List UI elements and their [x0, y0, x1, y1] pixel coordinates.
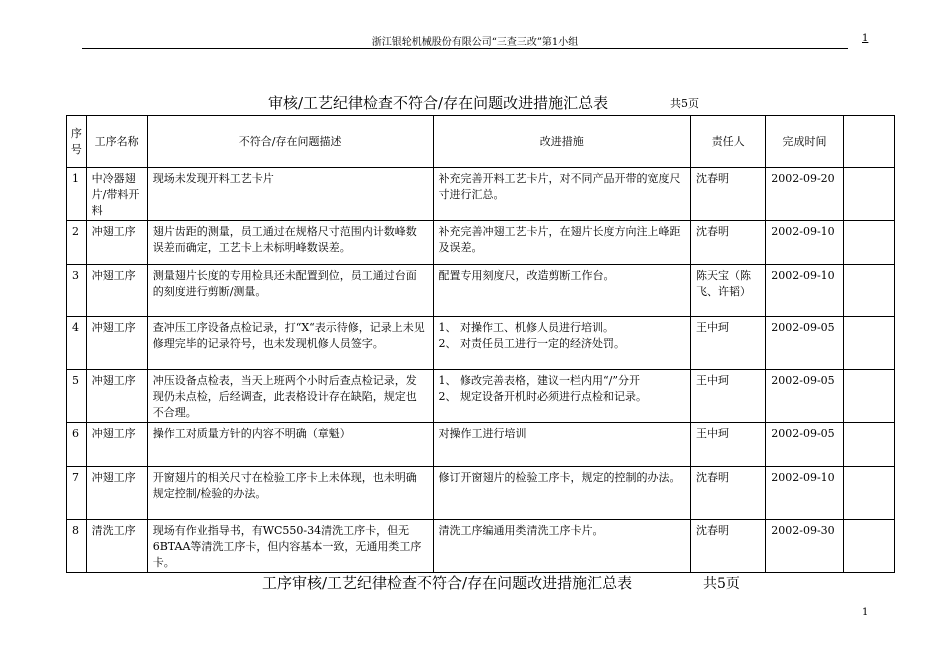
table-row: [67, 423, 895, 467]
header-no: 序号: [67, 116, 87, 168]
page-title: 审核/工艺纪律检查不符合/存在问题改进措施汇总表: [268, 94, 609, 112]
cell-date: 2002-09-05: [766, 317, 843, 370]
cell-extra: [843, 221, 894, 265]
cell-extra: [843, 265, 894, 317]
cell-date: 2002-09-10: [766, 221, 843, 265]
cell-process: 冲翅工序: [86, 467, 147, 520]
cell-problem: 翅片齿距的测量，员工通过在规格尺寸范围内计数峰数误差而确定，工艺卡上未标明峰数误差。: [147, 221, 433, 265]
cell-problem: 开窗翅片的相关尺寸在检验工序卡上未体现，也未明确规定控制/检验的办法。: [147, 467, 433, 520]
cell-process: 中冷器翅片/带料开料: [86, 168, 147, 221]
cell-measure: 清洗工序编通用类清洗工序卡片。: [433, 520, 690, 573]
cell-responsible: 沈春明: [690, 221, 765, 265]
footer-page-number: 1: [862, 607, 869, 618]
cell-measure: 对操作工进行培训: [433, 423, 690, 467]
cell-no: 6: [67, 423, 87, 467]
header-measure: 改进措施: [433, 116, 690, 168]
cell-extra: [843, 317, 894, 370]
footer-title: 工序审核/工艺纪律检查不符合/存在问题改进措施汇总表: [262, 574, 633, 592]
table-row: [67, 265, 895, 317]
cell-extra: [843, 467, 894, 520]
header-date: 完成时间: [766, 116, 843, 168]
table-header-row: [67, 116, 895, 168]
cell-extra: [843, 168, 894, 221]
cell-process: 冲翅工序: [86, 265, 147, 317]
cell-no: 7: [67, 467, 87, 520]
footer-page-count: 共5页: [703, 576, 740, 592]
cell-measure: 配置专用刻度尺，改造剪断工作台。: [433, 265, 690, 317]
cell-date: 2002-09-10: [766, 467, 843, 520]
header-problem: 不符合/存在问题描述: [147, 116, 433, 168]
table-row: [67, 370, 895, 423]
cell-extra: [843, 423, 894, 467]
summary-table: [66, 115, 895, 573]
cell-measure: 1、 修改完善表格，建议一栏内用“/”分开 2、 规定设备开机时必须进行点检和记录。: [433, 370, 690, 423]
header-extra: [843, 116, 894, 168]
header-responsible: 责任人: [690, 116, 765, 168]
cell-measure: 补充完善开料工艺卡片，对不同产品开带的宽度尺寸进行汇总。: [433, 168, 690, 221]
cell-process: 清洗工序: [86, 520, 147, 573]
cell-no: 2: [67, 221, 87, 265]
cell-process: 冲翅工序: [86, 317, 147, 370]
page-count: 共5页: [670, 97, 699, 110]
table-row: [67, 221, 895, 265]
cell-responsible: 沈春明: [690, 168, 765, 221]
cell-responsible: 沈春明: [690, 520, 765, 573]
cell-problem: 操作工对质量方针的内容不明确（章魁）: [147, 423, 433, 467]
cell-problem: 测量翅片长度的专用检具还未配置到位，员工通过台面的刻度进行剪断/测量。: [147, 265, 433, 317]
table-row: [67, 520, 895, 573]
cell-problem: 查冲压工序设备点检记录，打“X“表示待修，记录上未见修理完毕的记录符号，也未发现机修人员签字。: [147, 317, 433, 370]
cell-no: 4: [67, 317, 87, 370]
cell-date: 2002-09-05: [766, 423, 843, 467]
cell-measure: 修订开窗翅片的检验工序卡，规定的控制的办法。: [433, 467, 690, 520]
header-divider: [82, 48, 848, 49]
table-row: [67, 317, 895, 370]
cell-extra: [843, 520, 894, 573]
table-row: [67, 467, 895, 520]
table-row: [67, 168, 895, 221]
cell-responsible: 王中珂: [690, 423, 765, 467]
cell-responsible: 王中珂: [690, 370, 765, 423]
cell-date: 2002-09-30: [766, 520, 843, 573]
cell-date: 2002-09-20: [766, 168, 843, 221]
cell-problem: 现场未发现开料工艺卡片: [147, 168, 433, 221]
cell-no: 3: [67, 265, 87, 317]
header-page-number: 1: [862, 33, 869, 44]
cell-no: 8: [67, 520, 87, 573]
cell-process: 冲翅工序: [86, 370, 147, 423]
cell-date: 2002-09-05: [766, 370, 843, 423]
header-company: 浙江银轮机械股份有限公司“三查三改”第1小组: [371, 37, 579, 48]
cell-extra: [843, 370, 894, 423]
cell-problem: 冲压设备点检表，当天上班两个小时后查点检记录，发现仍未点检，后经调查，此表格设计存在缺陷，规定也不合理。: [147, 370, 433, 423]
cell-no: 5: [67, 370, 87, 423]
cell-responsible: 陈天宝（陈飞、许韬）: [690, 265, 765, 317]
cell-process: 冲翅工序: [86, 423, 147, 467]
cell-date: 2002-09-10: [766, 265, 843, 317]
cell-responsible: 王中珂: [690, 317, 765, 370]
cell-no: 1: [67, 168, 87, 221]
cell-measure: 补充完善冲翅工艺卡片，在翅片长度方向注上峰距及误差。: [433, 221, 690, 265]
cell-responsible: 沈春明: [690, 467, 765, 520]
header-process: 工序名称: [86, 116, 147, 168]
cell-process: 冲翅工序: [86, 221, 147, 265]
cell-measure: 1、 对操作工、机修人员进行培训。 2、 对责任员工进行一定的经济处罚。: [433, 317, 690, 370]
cell-problem: 现场有作业指导书，有WC550-34清洗工序卡，但无6BTAA等清洗工序卡，但内容基本一致，无通用类工序卡。: [147, 520, 433, 573]
